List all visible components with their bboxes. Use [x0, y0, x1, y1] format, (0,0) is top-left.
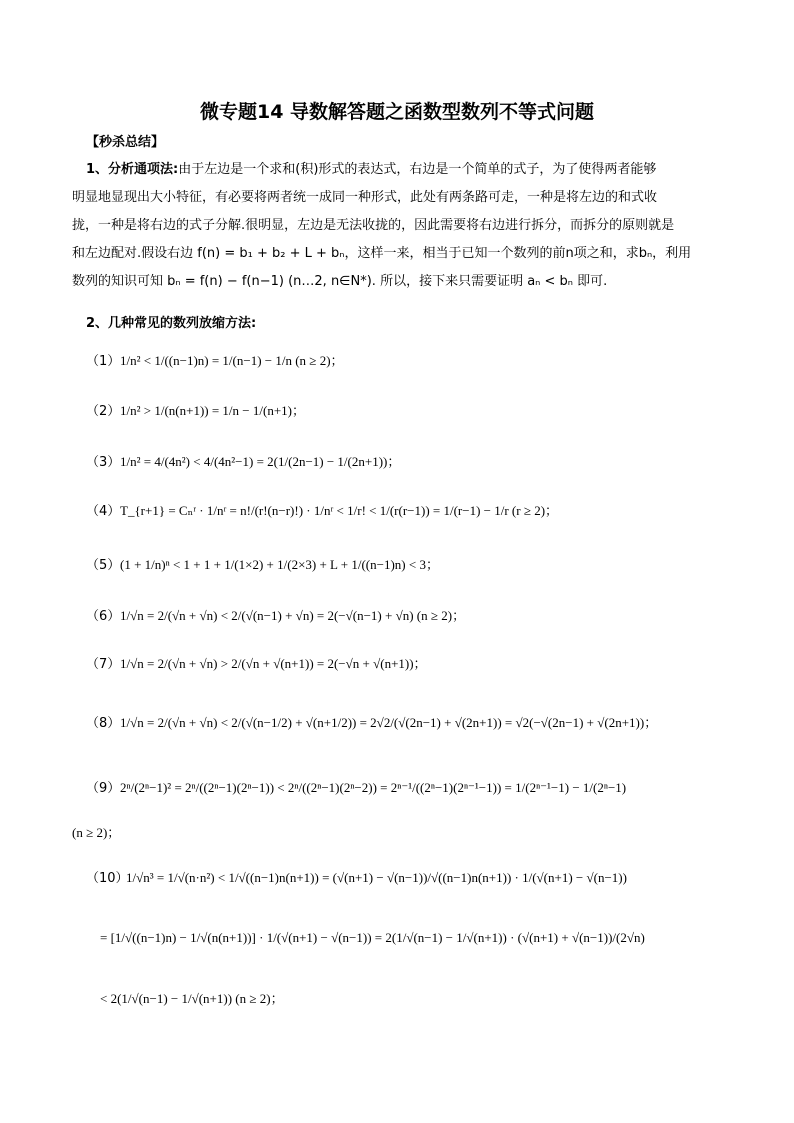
formula-9-condition [72, 822, 120, 841]
formula-9 [86, 777, 626, 796]
page-title: 微专题14 导数解答题之函数型数列不等式问题 [199, 101, 595, 123]
formula-number: （5） [86, 558, 121, 573]
formula-expression: 1/n² > 1/(n(n+1)) = 1/n − 1/(n+1)； [120, 403, 305, 418]
formula-1 [86, 350, 344, 369]
formula-expression: 1/√n = 2/(√n + √n) > 2/(√n + √(n+1)) = 2(−√n + √(n+1))； [120, 656, 427, 671]
formula-expression: 1/n² < 1/((n−1)n) = 1/(n−1) − 1/n (n ≥ 2)； [120, 353, 344, 368]
formula-number: （3） [86, 455, 121, 470]
point1-line-5: 数列的知识可知 bₙ = f(n) − f(n−1) (n…2, n∈N*). 所以，接下来只需要证明 aₙ < bₙ 即可. [72, 274, 608, 289]
formula-number: （8） [86, 716, 121, 731]
formula-number: （2） [86, 404, 121, 419]
point1-paragraph [72, 156, 720, 296]
formula-expression: 1/√n = 2/(√n + √n) < 2/(√(n−1/2) + √(n+1/2)) = 2√2/(√(2n−1) + √(2n+1)) = √2(−√(2n−1) + √(2n+1))； [120, 715, 658, 730]
point1-line-4: 和左边配对.假设右边 f(n) = b₁ + b₂ + L + bₙ，这样一来，相当于已知一个数列的前n项之和，求bₙ，利用 [72, 246, 692, 261]
formula-expression: < 2(1/√(n−1) − 1/√(n+1)) (n ≥ 2)； [100, 991, 284, 1006]
formula-number: （10） [86, 871, 129, 886]
formula-6 [86, 605, 465, 624]
formula-number: （6） [86, 609, 121, 624]
formula-expression: (n ≥ 2)； [72, 825, 121, 840]
point1-line-3: 拢，一种是将右边的式子分解.很明显，左边是无法收拢的，因此需要将右边进行拆分，而拆分的原则就是 [72, 218, 675, 233]
formula-number: （9） [86, 781, 121, 796]
formula-number: （1） [86, 354, 121, 369]
formula-expression: 2ⁿ/(2ⁿ−1)² = 2ⁿ/((2ⁿ−1)(2ⁿ−1)) < 2ⁿ/((2ⁿ−1)(2ⁿ−2)) = 2ⁿ⁻¹/((2ⁿ−1)(2ⁿ⁻¹−1)) = 1/(2ⁿ⁻¹−1) − 1/(2ⁿ−1) [120, 780, 627, 795]
formula-expression: = [1/√((n−1)n) − 1/√(n(n+1))] · 1/(√(n+1) − √(n−1)) = 2(1/√(n−1) − 1/√(n+1)) · (√(n+1) + √(n−1))/(2√n) [100, 930, 645, 945]
formula-expression: 1/√n = 2/(√n + √n) < 2/(√(n−1) + √n) = 2(−√(n−1) + √n) (n ≥ 2)； [120, 608, 466, 623]
formula-10 [86, 867, 627, 886]
point1-line-1: 由于左边是一个求和(积)形式的表达式，右边是一个简单的式子，为了使得两者能够 [178, 162, 657, 177]
formula-4 [86, 500, 558, 519]
formula-8 [86, 712, 657, 731]
formula-10-line-3 [100, 988, 284, 1007]
formula-2 [86, 400, 305, 419]
formula-3 [86, 451, 400, 470]
point1-label: 1、分析通项法: [86, 162, 179, 177]
formula-expression: 1/n² = 4/(4n²) < 4/(4n²−1) = 2(1/(2n−1) − 1/(2n+1))； [120, 454, 401, 469]
formula-number: （4） [86, 504, 121, 519]
formula-expression: (1 + 1/n)ⁿ < 1 + 1 + 1/(1×2) + 1/(2×3) + L + 1/((n−1)n) < 3； [120, 557, 439, 572]
formula-number: （7） [86, 657, 121, 672]
formula-10-line-2 [100, 930, 645, 946]
formula-expression: T_{r+1} = Cₙʳ · 1/nʳ = n!/(r!(n−r)!) · 1/nʳ < 1/r! < 1/(r(r−1)) = 1/(r−1) − 1/r (r ≥ 2)； [120, 503, 559, 518]
section-label: 【秒杀总结】 [86, 135, 165, 150]
point2-label: 2、几种常见的数列放缩方法: [86, 316, 257, 331]
formula-7 [86, 653, 427, 672]
point1-line-2: 明显地显现出大小特征，有必要将两者统一成同一种形式，此处有两条路可走，一种是将左边的和式收 [72, 190, 658, 205]
formula-5 [86, 554, 439, 573]
formula-expression: 1/√n³ = 1/√(n·n²) < 1/√((n−1)n(n+1)) = (√(n+1) − √(n−1))/√((n−1)n(n+1)) · 1/(√(n+1) − √(n−1)) [126, 870, 627, 885]
